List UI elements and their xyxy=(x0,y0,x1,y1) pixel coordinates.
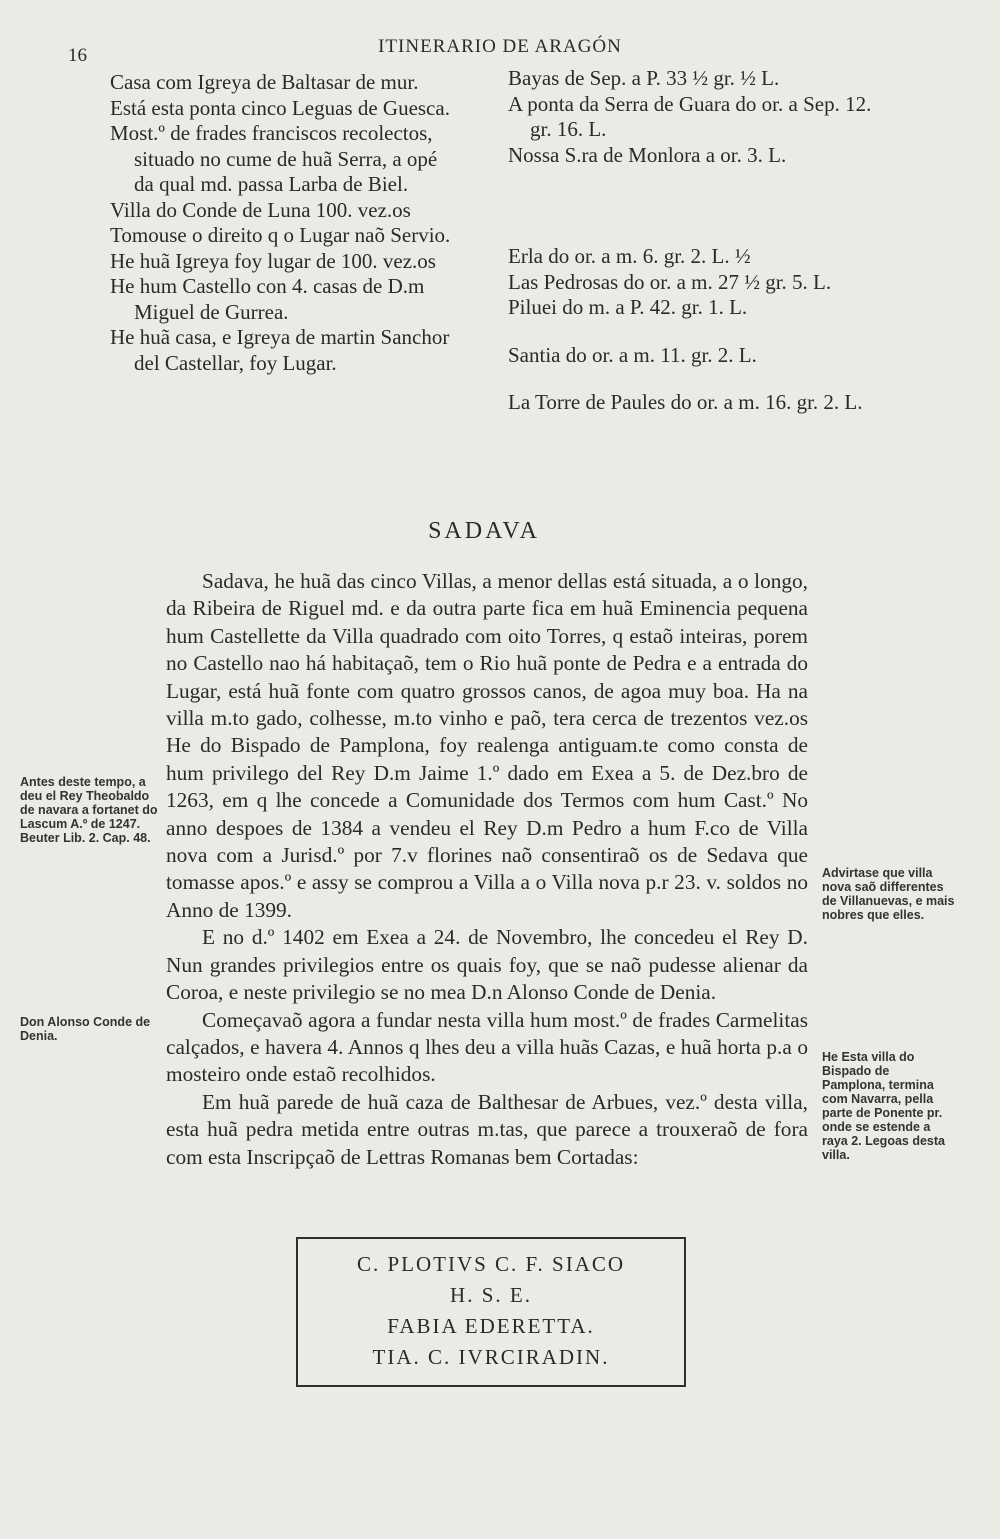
left-entry: Most.º de frades franciscos recolectos, situado no cume de huã Serra, a opé da qual md. passa Larba de Biel. xyxy=(110,121,438,196)
inscription-line: FABIA EDERETTA. xyxy=(387,1314,595,1338)
running-head: ITINERARIO DE ARAGÓN xyxy=(378,36,622,57)
body-paragraph: Começavaõ agora a fundar nesta villa hum most.º de frades Carmelitas calçados, e havera 4. Annos q lhes deu a villa huãs Cazas, e huã horta p.a o mosteiro onde estaõ recolhidos. xyxy=(166,1007,808,1087)
body-paragraph: Sadava, he huã das cinco Villas, a menor dellas está situada, a o longo, da Ribeira de Riguel md. e da outra parte fica em huã Eminencia pequena hum Castellette da Villa quadrado com oito Torres, q estaõ inteiras, porem no Castello nao há habitaçaõ, tem o Rio huã ponte de Pedra e a entrada do Lugar, está huã fonte com quatro grossos canos, de agoa muy boa. Ha na villa m.to gado, colhesse, m.to vinho e paõ, tera cerca de trezentos vez.os He do Bispado de Pamplona, foy realenga antiguam.te como consta de hum privilego del Rey D.m Jaime 1.º dado em Exea a 5. de Dez.bro de 1263, em q lhe concede a Comunidade dos Termos com hum Cast.º No anno despoes de 1384 a vendeu el Rey D.m Pedro a hum F.co de Villa nova com a Jurisd.º por 7.v florines naõ consentiraõ os de Sedava que tomasse apos.º e assy se comprou a Villa a o Villa nova p.r 23. v. soldos no Anno de 1399. xyxy=(166,569,808,922)
right-entry: Erla do or. a m. 6. gr. 2. L. ½ xyxy=(508,244,751,268)
right-entry: Nossa S.ra de Monlora a or. 3. L. xyxy=(508,142,787,167)
left-entry: He huã casa, e Igreya de martin Sanchor del Castellar, foy Lugar. xyxy=(110,325,450,375)
left-entry: He hum Castello con 4. casas de D.m Miguel de Gurrea. xyxy=(110,274,425,324)
right-entry: A ponta da Serra de Guara do or. a Sep. 12. gr. 16. L. xyxy=(508,91,872,141)
right-entry: La Torre de Paules do or. a m. 16. gr. 2. L. xyxy=(508,390,863,414)
left-entry: Está esta ponta cinco Leguas de Guesca. xyxy=(110,95,450,120)
left-entries-column xyxy=(110,70,462,376)
margin-note-right: He Esta villa do Bispado de Pamplona, termina com Navarra, pella parte de Ponente pr. onde se estende a raya 2. Legoas desta villa. xyxy=(822,1050,945,1162)
body-paragraph: E no d.º 1402 em Exea a 24. de Novembro, lhe concedeu el Rey D. Nun grandes privilegios entre os quais foy, que se naõ pudesse alienar da Coroa, e neste privilegio se no mea D.n Alonso Conde de Denia. xyxy=(166,925,808,1005)
page-number: 16 xyxy=(68,45,87,66)
inscription-box xyxy=(296,1237,686,1387)
inscription-line: C. PLOTIVS C. F. SIACO xyxy=(356,1252,626,1276)
right-entry: Piluei do m. a P. 42. gr. 1. L. xyxy=(508,295,748,319)
right-entry: Las Pedrosas do or. a m. 27 ½ gr. 5. L. xyxy=(508,269,832,294)
margin-note-left: Don Alonso Conde de Denia. xyxy=(20,1015,151,1043)
margin-note-right: Advirtase que villa nova saõ differentes de Villanuevas, e mais nobres que elles. xyxy=(822,866,955,922)
inscription-line: H. S. E. xyxy=(450,1283,532,1307)
body-text xyxy=(166,568,808,1171)
body-paragraph: Em huã parede de huã caza de Balthesar de Arbues, vez.º desta villa, esta huã pedra metida entre outras m.tas, que parece a trouxeraõ de fora com esta Inscripçaõ de Lettras Romanas bem Cortadas: xyxy=(166,1089,808,1169)
left-entry: Tomouse o direito q o Lugar naõ Servio. xyxy=(110,223,451,247)
right-entries-column xyxy=(508,66,878,416)
margin-note-left: Antes deste tempo, a deu el Rey Theobaldo de navara a fortanet do Lascum A.º de 1247. Beuter Lib. 2. Cap. 48. xyxy=(20,775,158,845)
left-entry: Villa do Conde de Luna 100. vez.os xyxy=(110,197,411,222)
section-title: SADAVA xyxy=(428,518,540,544)
inscription-line: TIA. C. IVRCIRADIN. xyxy=(372,1345,610,1369)
left-entry: Casa com Igreya de Baltasar de mur. xyxy=(110,70,419,94)
right-entry: Santia do or. a m. 11. gr. 2. L. xyxy=(508,342,757,367)
right-entry: Bayas de Sep. a P. 33 ½ gr. ½ L. xyxy=(508,66,780,90)
left-entry: He huã Igreya foy lugar de 100. vez.os xyxy=(110,248,436,273)
